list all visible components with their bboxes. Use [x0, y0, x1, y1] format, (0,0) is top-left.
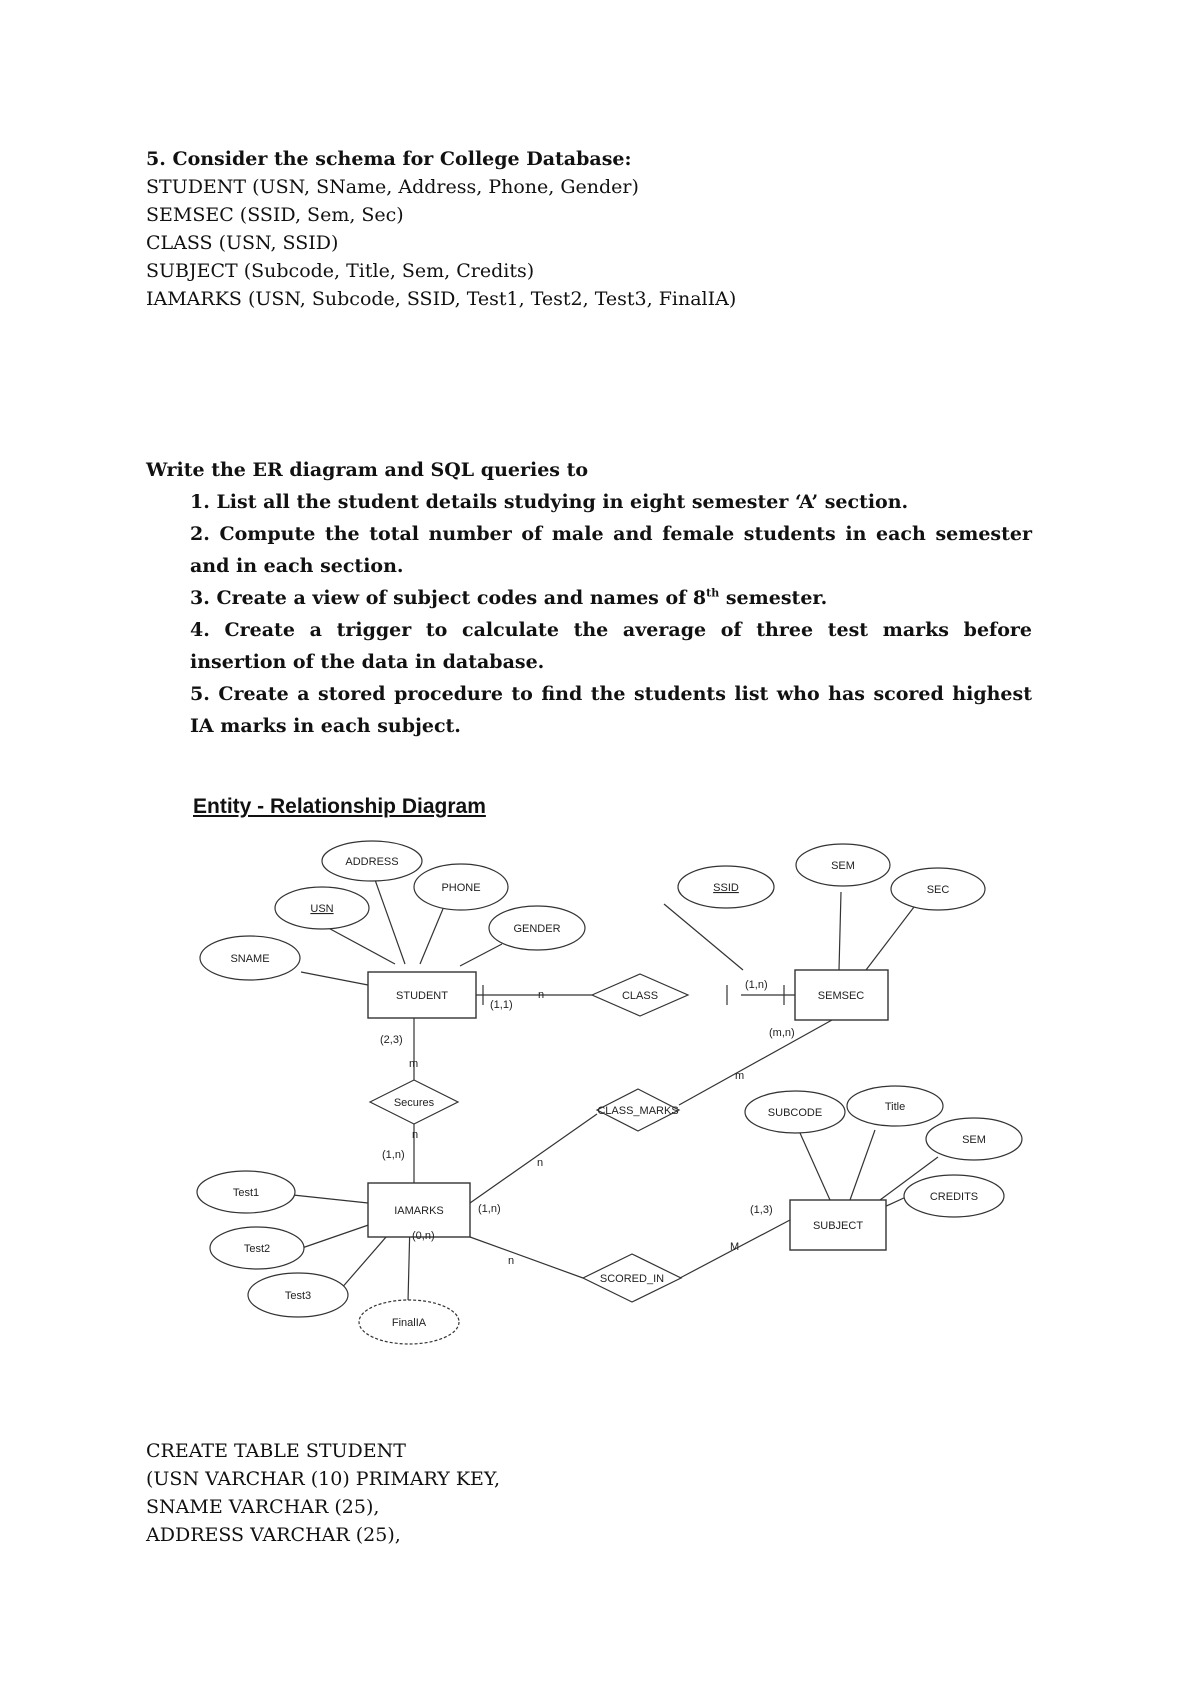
svg-text:Test3: Test3 [284, 1290, 312, 1302]
schema-heading: 5. Consider the schema for College Database: [146, 148, 632, 170]
attribute-sec [891, 868, 985, 910]
task-item-3 [190, 582, 1032, 614]
svg-text:ADDRESS: ADDRESS [345, 856, 399, 868]
task-list [146, 486, 1032, 742]
attribute-ssid [678, 866, 774, 908]
attribute-test2 [210, 1227, 304, 1269]
schema-line-iamarks: IAMARKS (USN, Subcode, SSID, Test1, Test2, Test3, FinalIA) [146, 288, 737, 310]
svg-text:SSID: SSID [713, 882, 739, 894]
relationship-secures [370, 1080, 458, 1124]
schema-line-student: STUDENT (USN, SName, Address, Phone, Gender) [146, 176, 639, 198]
relationship-scored-in [583, 1254, 681, 1302]
sql-section [146, 1437, 500, 1549]
svg-text:Title: Title [884, 1101, 906, 1113]
relationship-class-marks [597, 1089, 679, 1131]
attribute-test3 [248, 1273, 348, 1317]
svg-text:GENDER: GENDER [513, 923, 561, 935]
task-item-3-suffix: semester. [719, 587, 828, 609]
attribute-subcode [745, 1091, 845, 1133]
svg-text:SEC: SEC [926, 884, 950, 896]
attribute-sem-subject [926, 1118, 1022, 1160]
entity-iamarks [368, 1183, 470, 1237]
svg-text:SEM: SEM [962, 1134, 986, 1146]
task-item-5: 5. Create a stored procedure to find the students list who has scored highest IA marks in each subject. [190, 683, 1032, 737]
cardinality-label: (1,1) [490, 999, 513, 1011]
cardinality-label: (0,n) [412, 1230, 435, 1242]
svg-text:IAMARKS: IAMARKS [394, 1205, 444, 1217]
er-diagram-title: Entity - Relationship Diagram [193, 795, 486, 818]
cardinality-label: m [409, 1058, 419, 1070]
cardinality-label: m [735, 1070, 745, 1082]
task-item-3-prefix: 3. Create a view of subject codes and names of 8 [190, 587, 707, 609]
cardinality-label: (1,n) [745, 979, 768, 991]
svg-text:SNAME: SNAME [230, 953, 270, 965]
svg-text:CREDITS: CREDITS [929, 1191, 979, 1203]
svg-text:USN: USN [310, 903, 334, 915]
task-item-2: 2. Compute the total number of male and female students in each semester and in each section. [190, 523, 1032, 577]
tasks-intro: Write the ER diagram and SQL queries to [146, 459, 589, 481]
attribute-sem [796, 844, 890, 886]
cardinality-label: n [537, 1157, 544, 1169]
cardinality-label: n [538, 989, 545, 1001]
attribute-title [847, 1086, 943, 1126]
svg-text:SUBJECT: SUBJECT [812, 1220, 864, 1232]
cardinality-label: (1,n) [478, 1203, 501, 1215]
schema-section [146, 145, 736, 313]
attribute-usn [275, 887, 369, 929]
er-diagram [190, 840, 1050, 1360]
cardinality-label: M [730, 1241, 740, 1253]
entity-semsec [795, 970, 888, 1020]
svg-text:CLASS: CLASS [621, 990, 659, 1002]
entity-student [368, 972, 476, 1018]
sql-line: SNAME VARCHAR (25), [146, 1496, 380, 1518]
attribute-address [322, 841, 422, 881]
task-item-3-superscript: th [706, 586, 720, 600]
svg-text:FinalIA: FinalIA [391, 1317, 427, 1329]
cardinality-label: (1,n) [382, 1149, 405, 1161]
attribute-credits [904, 1175, 1004, 1217]
cardinality-label: n [508, 1255, 515, 1267]
relationship-class [592, 974, 688, 1016]
attribute-test1 [197, 1171, 295, 1213]
svg-text:Test2: Test2 [243, 1243, 271, 1255]
schema-line-class: CLASS (USN, SSID) [146, 232, 339, 254]
attribute-finalia [359, 1300, 459, 1344]
cardinality-label: (m,n) [769, 1027, 795, 1039]
cardinality-label: (2,3) [380, 1034, 403, 1046]
sql-line: ADDRESS VARCHAR (25), [146, 1524, 401, 1546]
entity-subject [790, 1200, 886, 1250]
sql-line: (USN VARCHAR (10) PRIMARY KEY, [146, 1468, 501, 1490]
cardinality-label: (1,3) [750, 1204, 773, 1216]
tasks-section [146, 454, 1032, 742]
svg-text:SCORED_IN: SCORED_IN [599, 1273, 665, 1285]
svg-text:STUDENT: STUDENT [396, 990, 448, 1002]
svg-text:CLASS_MARKS: CLASS_MARKS [597, 1105, 679, 1117]
svg-text:PHONE: PHONE [441, 882, 481, 894]
attribute-sname [200, 936, 300, 980]
schema-line-subject: SUBJECT (Subcode, Title, Sem, Credits) [146, 260, 535, 282]
cardinality-label: n [412, 1129, 419, 1141]
svg-text:Secures: Secures [393, 1097, 435, 1109]
task-item-4: 4. Create a trigger to calculate the average of three test marks before insertion of the data in database. [190, 619, 1032, 673]
schema-line-semsec: SEMSEC (SSID, Sem, Sec) [146, 204, 404, 226]
attribute-phone [414, 864, 508, 910]
svg-text:SEMSEC: SEMSEC [817, 990, 865, 1002]
attribute-gender [489, 906, 585, 950]
sql-line: CREATE TABLE STUDENT [146, 1440, 406, 1462]
svg-text:SEM: SEM [831, 860, 855, 872]
svg-text:Test1: Test1 [232, 1187, 260, 1199]
svg-text:SUBCODE: SUBCODE [767, 1107, 823, 1119]
task-item-1: 1. List all the student details studying in eight semester ‘A’ section. [190, 491, 909, 513]
